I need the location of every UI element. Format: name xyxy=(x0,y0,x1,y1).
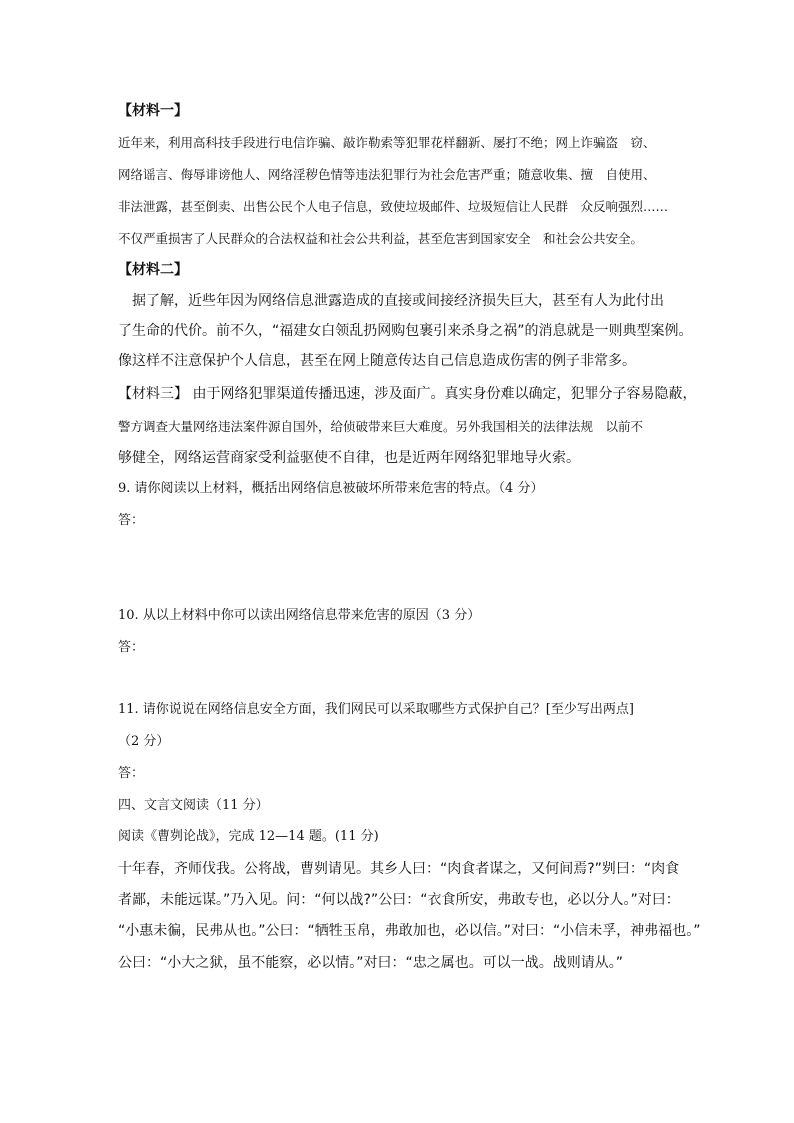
section-4-title: 四、文言文阅读（11 分） xyxy=(118,798,269,813)
material-3-line-2: 警方调查大量网络违法案件源自国外，给侦破带来巨大难度。另外我国相关的法律法规 以前不 xyxy=(118,419,644,434)
question-11: 11. 请你说说在网络信息安全方面，我们网民可以采取哪些方式保护自己？[至少写出两点] xyxy=(118,702,634,717)
material-2-heading: 【材料二】 xyxy=(118,262,188,278)
question-10: 10. 从以上材料中你可以读出网络信息带来危害的原因（3 分） xyxy=(118,608,481,623)
question-11-points: （2 分） xyxy=(118,734,170,749)
question-10-answer-label: 答： xyxy=(118,640,145,655)
material-1-line-3: 非法泄露，甚至倒卖、出售公民个人电子信息，致使垃圾邮件、垃圾短信让人民群 众反响强烈…… xyxy=(118,199,669,214)
material-2-line-2: 了生命的代价。前不久，“福建女白领乱扔网购包裹引来杀身之祸”的消息就是一则典型案例。 xyxy=(118,323,693,339)
material-1-line-2: 网络谣言、侮辱诽谤他人、网络淫秽色情等违法犯罪行为社会危害严重；随意收集、擅 自使用、 xyxy=(118,167,656,182)
material-1-heading: 【材料一】 xyxy=(118,103,188,119)
classical-text-line-4: 公曰：“小大之狱，虽不能察，必以情。”对曰：“忠之属也。可以一战。战则请从。” xyxy=(118,955,624,971)
question-9-answer-label: 答： xyxy=(118,513,145,528)
material-2-line-3: 像这样不注意保护个人信息，甚至在网上随意传达自己信息造成伤害的例子非常多。 xyxy=(118,353,636,369)
material-2-line-1: 据了解，近些年因为网络信息泄露造成的直接或间接经济损失巨大，甚至有人为此付出 xyxy=(118,293,664,309)
question-11-answer-label: 答： xyxy=(118,766,145,781)
question-9: 9. 请你阅读以上材料，概括出网络信息被破坏所带来危害的特点。（4 分） xyxy=(118,481,544,496)
classical-text-line-3: “小惠未徧，民弗从也。”公曰：“牺牲玉帛，弗敢加也，必以信。”对曰：“小信未孚，神弗福也。” xyxy=(118,923,701,939)
classical-text-line-2: 者鄙，未能远谋。”乃入见。问：“何以战?”公曰：“衣食所安，弗敢专也，必以分人。”对曰： xyxy=(118,892,680,908)
section-4-instruction: 阅读《曹刿论战》，完成 12—14 题。(11 分) xyxy=(118,829,379,844)
classical-text-line-1: 十年春，齐师伐我。公将战，曹刿请见。其乡人曰：“肉食者谋之，又何间焉?”刿曰：“肉食 xyxy=(118,861,680,877)
material-3-line-3: 够健全，网络运营商家受利益驱使不自律，也是近两年网络犯罪地导火索。 xyxy=(118,450,580,466)
material-1-line-4: 不仅严重损害了人民群众的合法权益和社会公共利益，甚至危害到国家安全 和社会公共安全。 xyxy=(118,231,644,246)
material-3-line-1: 【材料三】 由于网络犯罪渠道传播迅速，涉及面广。真实身份难以确定，犯罪分子容易隐蔽， xyxy=(118,386,697,402)
material-1-line-1: 近年来，利用高科技手段进行电信诈骗、敲诈勒索等犯罪花样翻新、屡打不绝；网上诈骗盗 窃、 xyxy=(118,135,656,150)
